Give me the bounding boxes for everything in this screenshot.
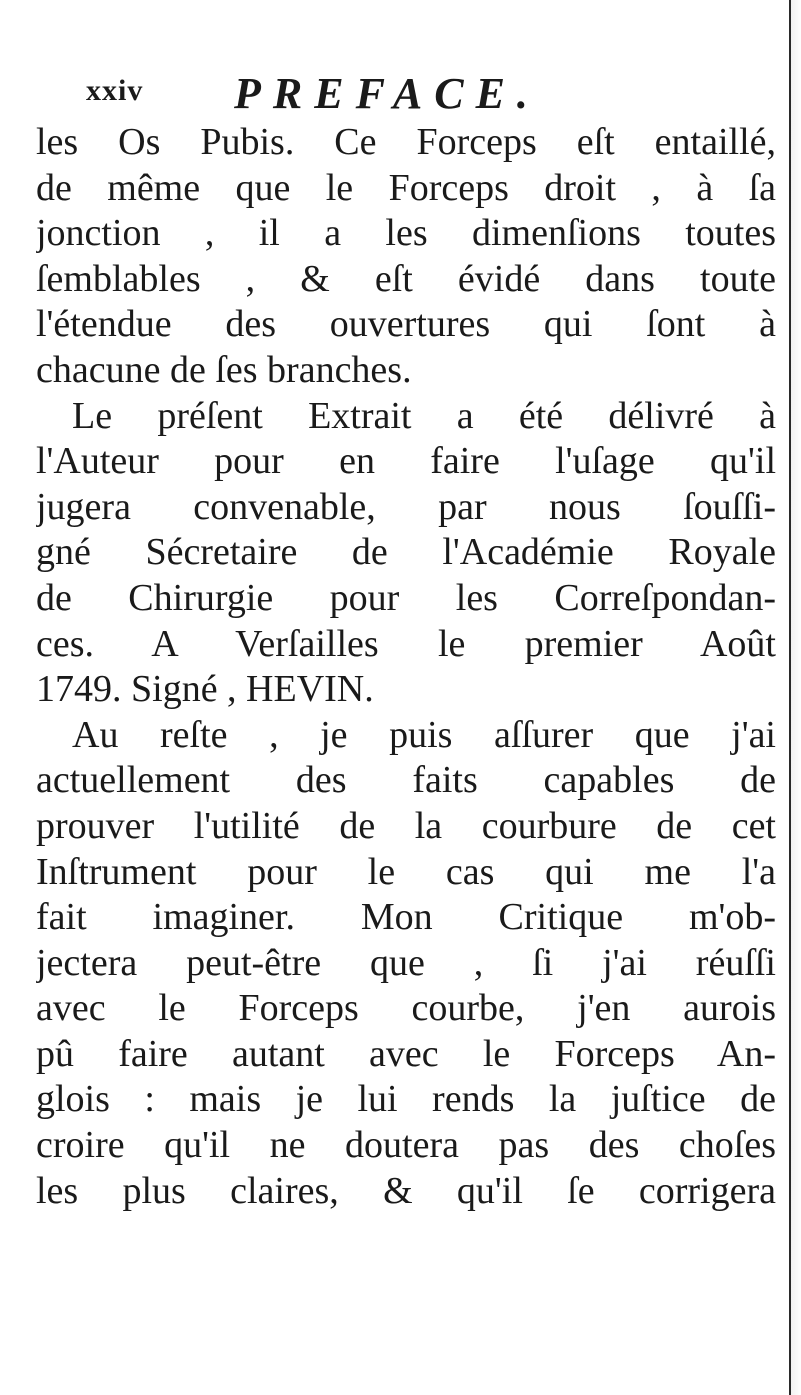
text-line: de Chirurgie pour les Correſpondan- xyxy=(36,576,776,619)
text-line: glois : mais je lui rends la juſtice de xyxy=(36,1078,776,1121)
text-line: croire qu'il ne doutera pas des choſes xyxy=(36,1124,776,1167)
text-line: ces. A Verſailles le premier Août xyxy=(36,622,776,665)
text-line: jectera peut-être que , ſi j'ai réuſſi xyxy=(36,941,776,984)
page-header xyxy=(86,68,726,118)
running-head: PREFACE. xyxy=(234,69,540,118)
text-line: l'Auteur pour en faire l'uſage qu'il xyxy=(36,440,776,483)
text-line: fait imaginer. Mon Critique m'ob- xyxy=(36,896,776,939)
text-line: l'étendue des ouvertures qui ſont à xyxy=(36,303,776,346)
text-line: chacune de ſes branches. xyxy=(36,348,412,391)
text-line: 1749. Signé , HEVIN. xyxy=(36,668,374,711)
text-line: actuellement des faits capables de xyxy=(36,759,776,802)
text-line: jugera convenable, par nous ſouſſi- xyxy=(36,485,776,528)
text-line: pû faire autant avec le Forceps An- xyxy=(36,1032,776,1075)
text-line: Au reſte , je puis aſſurer que j'ai xyxy=(72,713,776,756)
page-edge xyxy=(789,0,801,1395)
text-line: Le préſent Extrait a été délivré à xyxy=(72,394,776,437)
text-line: Inſtrument pour le cas qui me l'a xyxy=(36,850,776,893)
text-line: les Os Pubis. Ce Forceps eſt entaillé, xyxy=(36,121,776,163)
text-line: jonction , il a les dimenſions toutes xyxy=(36,212,776,255)
text-line: ſemblables , & eſt évidé dans toute xyxy=(36,257,776,300)
body-text xyxy=(36,120,776,1214)
text-line: de même que le Forceps droit , à ſa xyxy=(36,166,776,209)
text-line: avec le Forceps courbe, j'en aurois xyxy=(36,987,776,1030)
text-line: prouver l'utilité de la courbure de cet xyxy=(36,804,776,847)
text-line: gné Sécretaire de l'Académie Royale xyxy=(36,531,776,574)
page-number: xxiv xyxy=(86,74,144,107)
text-line: les plus claires, & qu'il ſe corrigera xyxy=(36,1169,776,1212)
